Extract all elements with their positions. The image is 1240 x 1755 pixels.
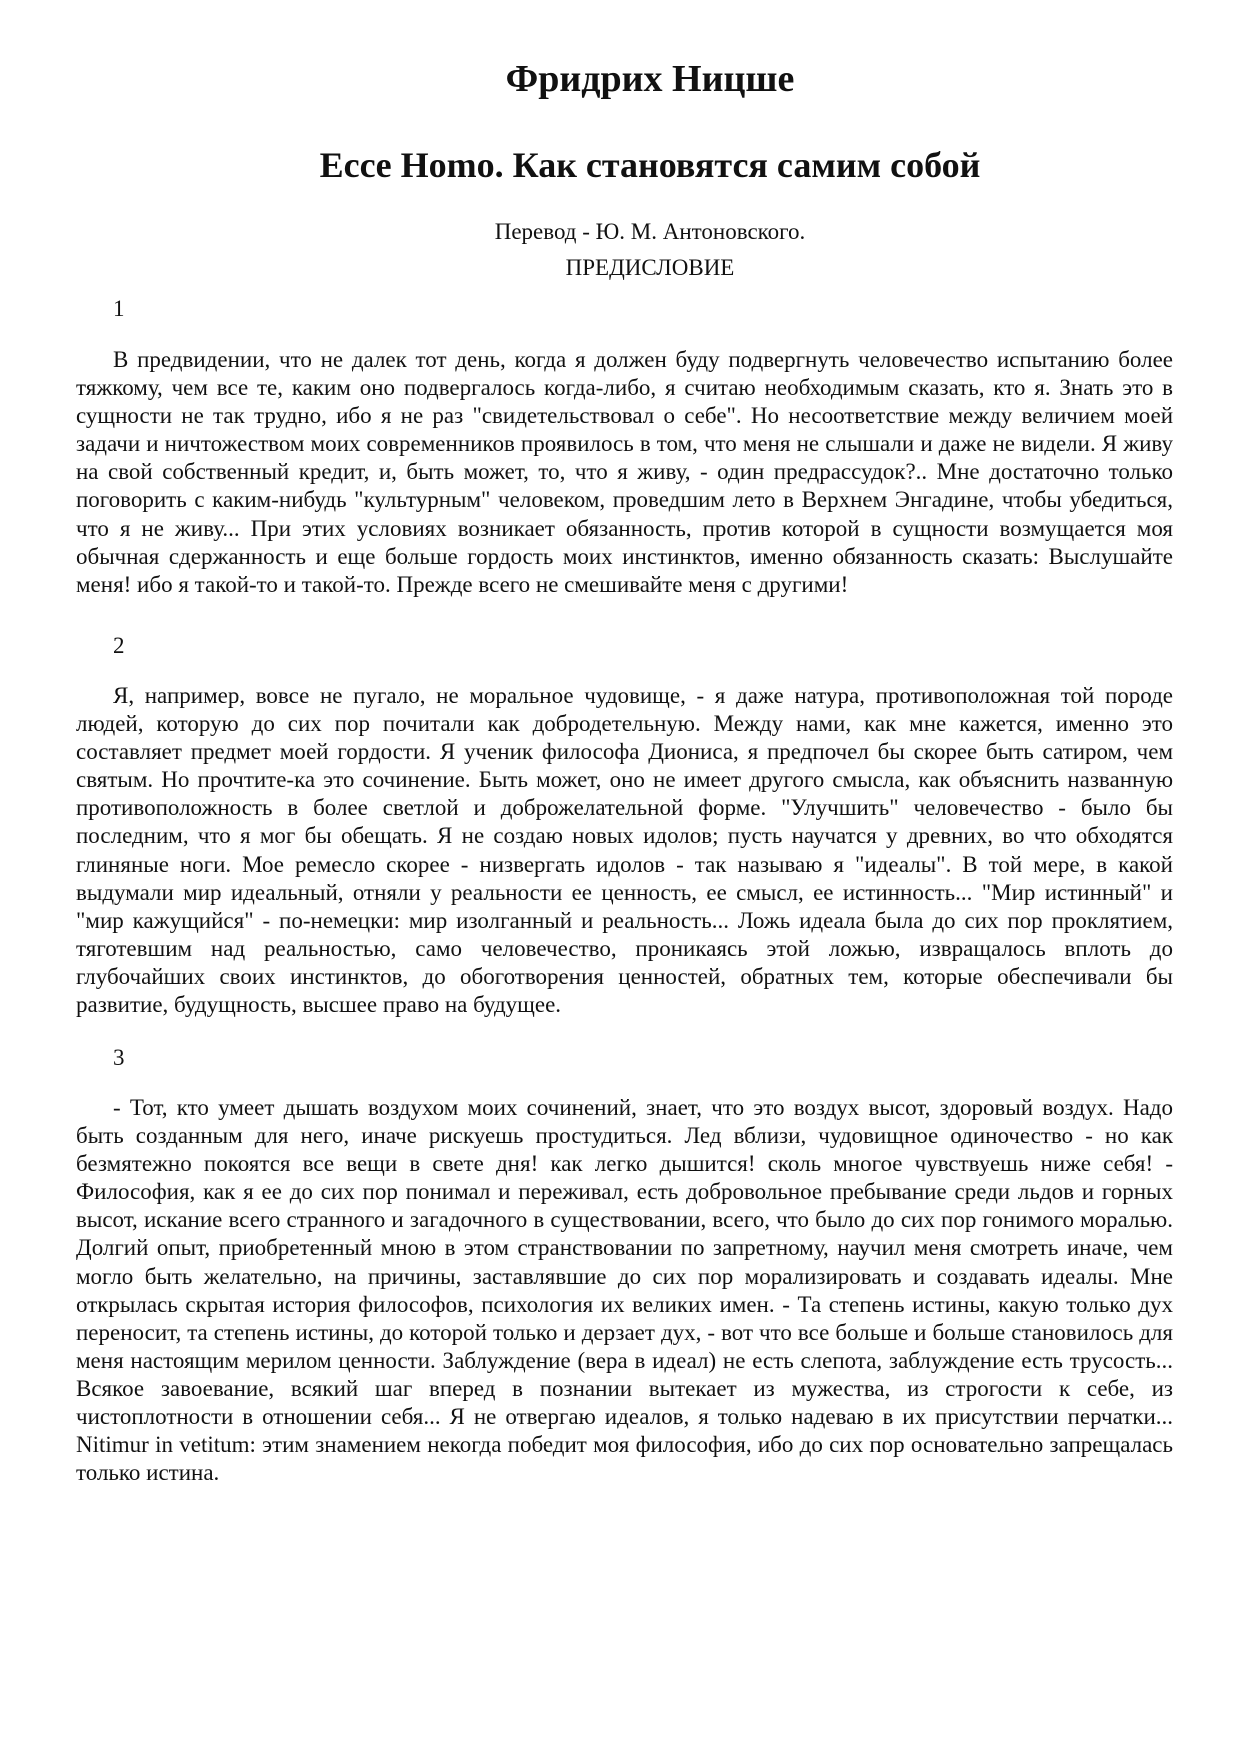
section-number-3: 3 bbox=[113, 1045, 125, 1070]
preface-heading: ПРЕДИСЛОВИЕ bbox=[565, 255, 735, 280]
section-number-1: 1 bbox=[113, 296, 125, 321]
section-paragraph-1: В предвидении, что не далек тот день, когда я должен буду подвергнуть человечество испытанию более тяжкому, чем все те, каким оно подвергалось когда-либо, я считаю необходимым сказать, кто я. Знать это в сущности не так трудно, ибо я не раз "свидетельствовал о себе". Но несоответствие между величием моей задачи и ничтожеством моих современников проявилось в том, что меня не слышали и даже не видели. Я живу на свой собственный кредит, и, быть может, то, что я живу, - один предрассудок?.. Мне достаточно только поговорить с каким-нибудь "культурным" человеком, проведшим лето в Верхнем Энгадине, чтобы убедиться, что я не живу... При этих условиях возникает обязанность, против которой в сущности возмущается моя обычная сдержанность и еще больше гордость моих инстинктов, именно обязанность сказать: Выслушайте меня! ибо я такой-то и такой-то. Прежде всего не смешивайте меня с другими! bbox=[76, 347, 1173, 597]
section-paragraph-2: Я, например, вовсе не пугало, не моральное чудовище, - я даже натура, противоположная той породе людей, которую до сих пор почитали как добродетельную. Между нами, как мне кажется, именно это составляет предмет моей гордости. Я ученик философа Диониса, я предпочел бы скорее быть сатиром, чем святым. Но прочтите-ка это сочинение. Быть может, оно не имеет другого смысла, как объяснить названную противоположность в более светлой и доброжелательной форме. "Улучшить" человечество - было бы последним, что я мог бы обещать. Я не создаю новых идолов; пусть научатся у древних, во что обходятся глиняные ноги. Мое ремесло скорее - низвергать идолов - так называю я "идеалы". В той мере, в какой выдумали мир идеальный, отняли у реальности ее ценность, ее смысл, ее истинность... "Мир истинный" и "мир кажущийся" - по-немецки: мир изолганный и реальность... Ложь идеала была до сих пор проклятием, тяготевшим над реальностью, само человечество, проникаясь этой ложью, извращалось вплоть до глубочайших своих инстинктов, до обоготворения ценностей, обратных тем, которые обеспечивали бы развитие, будущность, высшее право на будущее. bbox=[76, 683, 1173, 1018]
author-heading: Фридрих Ницше bbox=[505, 58, 795, 100]
translator-line: Перевод - Ю. М. Антоновского. bbox=[494, 219, 806, 244]
section-number-2: 2 bbox=[113, 633, 125, 658]
book-title: Ecce Homo. Как становятся самим собой bbox=[319, 145, 981, 185]
section-paragraph-3: - Тот, кто умеет дышать воздухом моих сочинений, знает, что это воздух высот, здоровый воздух. Надо быть созданным для него, иначе рискуешь простудиться. Лед вблизи, чудовищное одиночество - но как безмятежно покоятся все вещи в свете дня! как легко дышится! сколь многое чувствуешь ниже себя! - Философия, как я ее до сих пор понимал и переживал, есть добровольное пребывание среди льдов и горных высот, искание всего странного и загадочного в существовании, всего, что было до сих пор гонимого моралью. Долгий опыт, приобретенный мною в этом странствовании по запретному, научил меня смотреть иначе, чем могло быть желательно, на причины, заставлявшие до сих пор морализировать и создавать идеалы. Мне открылась скрытая история философов, психология их великих имен. - Та степень истины, какую только дух переносит, та степень истины, до которой только и дерзает дух, - вот что все больше и больше становилось для меня настоящим мерилом ценности. Заблуждение (вера в идеал) не есть слепота, заблуждение есть трусость... Всякое завоевание, всякий шаг вперед в познании вытекает из мужества, из строгости к себе, из чистоплотности в отношении себя... Я не отвергаю идеалов, я только надеваю в их присутствии перчатки... Nitimur in vetitum: этим знамением некогда победит моя философия, ибо до сих пор основательно запрещалась только истина. bbox=[76, 1095, 1173, 1486]
